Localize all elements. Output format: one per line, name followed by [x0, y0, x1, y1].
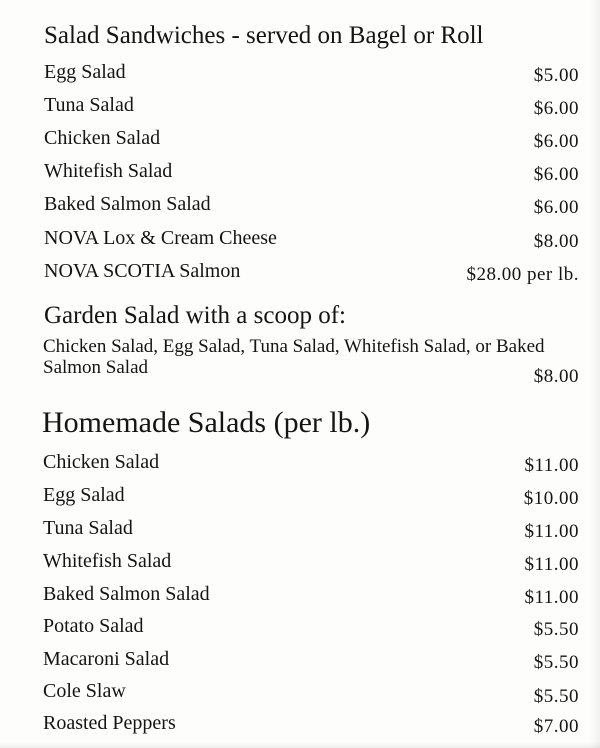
item-price: $11.00: [524, 521, 579, 542]
item-price: $11.00: [524, 455, 579, 476]
item-price: $5.00: [533, 65, 579, 86]
item-price: $5.50: [533, 686, 579, 707]
garden-description: Chicken Salad, Egg Salad, Tuna Salad, Whitefish Salad, or Baked Salmon Salad: [43, 336, 545, 378]
item-price: $7.00: [533, 716, 579, 737]
item-name: Potato Salad: [43, 615, 144, 637]
item-name: Chicken Salad: [44, 127, 161, 149]
homemade-row-baked-salmon-salad: [0, 583, 600, 611]
item-price: $8.00: [533, 231, 579, 252]
item-name: Baked Salmon Salad: [44, 193, 211, 215]
item-name: Macaroni Salad: [43, 648, 170, 670]
item-name: Cole Slaw: [43, 680, 126, 702]
item-price: $6.00: [533, 164, 579, 185]
sandwiches-heading: Salad Sandwiches - served on Bagel or Roll: [44, 22, 484, 49]
homemade-row-potato-salad: [0, 615, 600, 643]
item-price: $5.50: [533, 652, 579, 673]
item-name: Egg Salad: [43, 484, 125, 506]
sandwich-row-baked-salmon-salad: [0, 193, 600, 221]
item-name: Roasted Peppers: [43, 712, 176, 734]
homemade-row-cole-slaw: [0, 680, 600, 708]
page-edge-shadow: [590, 0, 600, 748]
item-price: $10.00: [523, 488, 579, 509]
homemade-row-chicken-salad: [0, 451, 600, 479]
item-price: $6.00: [533, 131, 579, 152]
item-price: $11.00: [524, 587, 579, 608]
item-price: $6.00: [533, 197, 579, 218]
garden-heading: Garden Salad with a scoop of:: [44, 302, 347, 329]
item-name: Tuna Salad: [44, 94, 134, 116]
page-bottom-shadow: [0, 742, 600, 748]
item-name: Egg Salad: [44, 61, 126, 83]
item-price: $5.50: [533, 619, 579, 640]
item-price: $28.00 per lb.: [466, 264, 579, 285]
sandwich-row-whitefish-salad: [0, 160, 600, 188]
garden-price: $8.00: [533, 366, 579, 387]
homemade-row-roasted-peppers: [0, 712, 600, 740]
item-name: Chicken Salad: [43, 451, 160, 473]
sandwich-row-nova-scotia-salmon: [0, 260, 600, 288]
homemade-row-tuna-salad: [0, 517, 600, 545]
sandwich-row-egg-salad: [0, 61, 600, 89]
item-price: $11.00: [524, 554, 579, 575]
item-price: $6.00: [533, 98, 579, 119]
item-name: Baked Salmon Salad: [43, 583, 210, 605]
item-name: Whitefish Salad: [43, 550, 172, 572]
item-name: NOVA Lox & Cream Cheese: [44, 227, 277, 249]
homemade-row-whitefish-salad: [0, 550, 600, 578]
sandwich-row-chicken-salad: [0, 127, 600, 155]
item-name: Tuna Salad: [43, 517, 133, 539]
sandwich-row-nova-lox: [0, 227, 600, 255]
homemade-row-macaroni-salad: [0, 648, 600, 676]
homemade-row-egg-salad: [0, 484, 600, 512]
item-name: Whitefish Salad: [44, 160, 173, 182]
sandwich-row-tuna-salad: [0, 94, 600, 122]
item-name: NOVA SCOTIA Salmon: [44, 260, 241, 282]
homemade-heading: Homemade Salads (per lb.): [42, 406, 371, 439]
